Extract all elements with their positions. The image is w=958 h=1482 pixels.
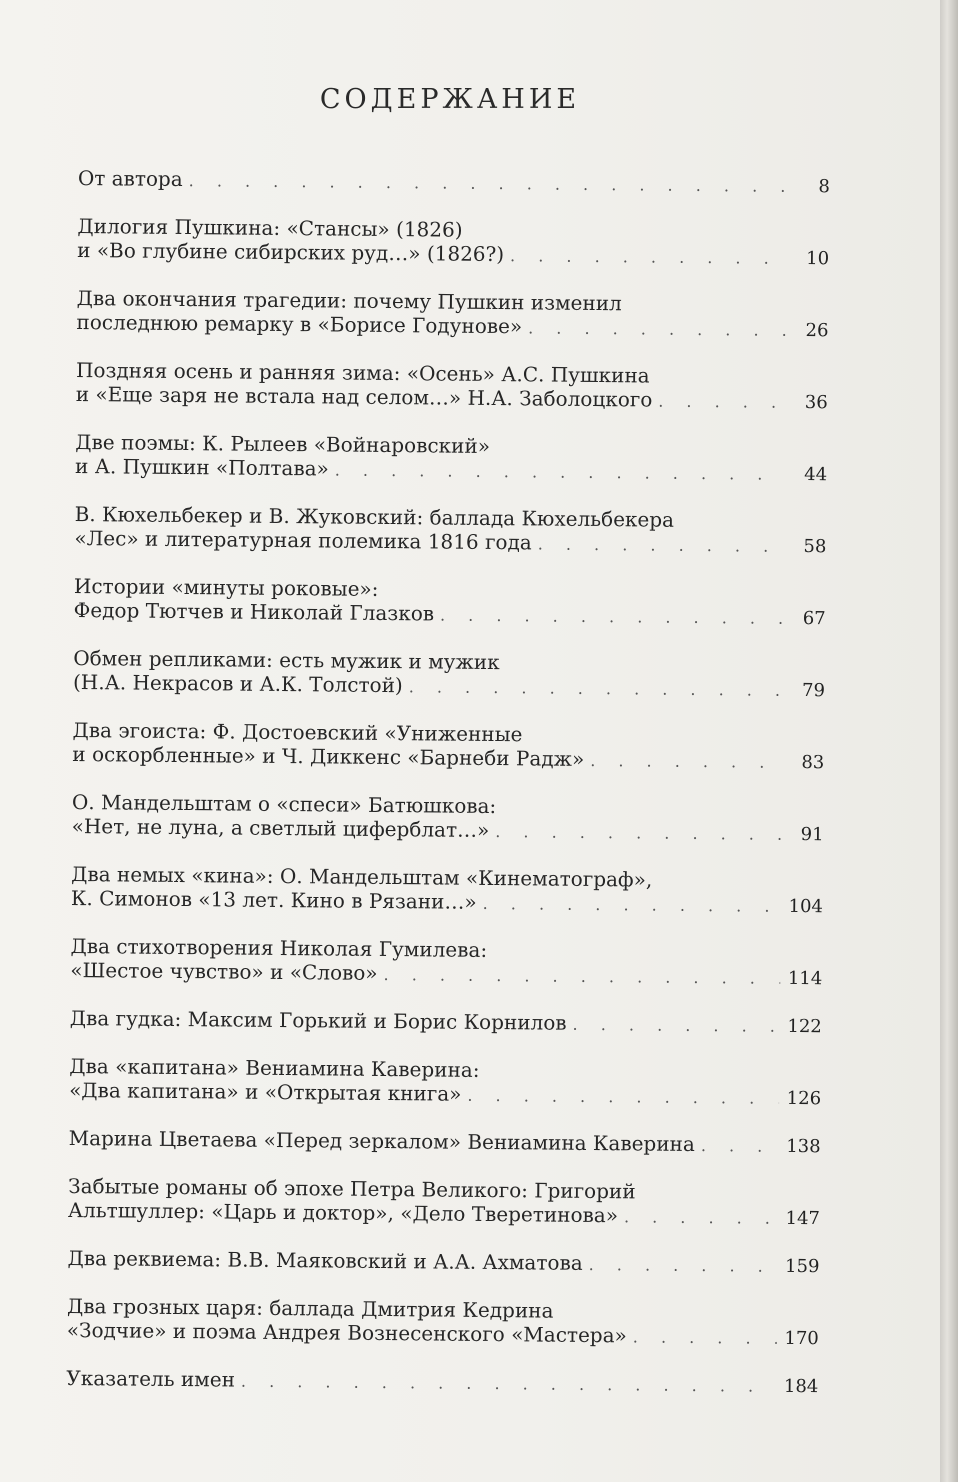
toc-entry-title-line2: Марина Цветаева «Перед зеркалом» Вениамина Каверина xyxy=(68,1125,696,1156)
toc-entry xyxy=(73,646,825,703)
toc-page-number: 104 xyxy=(788,895,824,918)
toc-page-number: 36 xyxy=(804,391,828,414)
toc-entry-title-line1: Два стихотворения Николая Гумилева: xyxy=(70,933,488,962)
toc-page-number: 10 xyxy=(806,247,830,270)
toc-entry-title-line1: Два грозных царя: баллада Дмитрия Кедрина xyxy=(66,1293,554,1323)
toc-entry-title-line1: Два немых «кина»: О. Мандельштам «Кинематограф», xyxy=(71,861,653,892)
toc-page-number: 138 xyxy=(786,1135,821,1158)
dot-leader xyxy=(528,316,787,342)
toc-entry-title-line2: и оскорбленные» и Ч. Диккенс «Барнеби Радж» xyxy=(72,741,585,771)
toc-entry-title-line1: Истории «минуты роковые»: xyxy=(73,573,379,601)
dot-leader xyxy=(589,1253,778,1279)
dot-leader xyxy=(409,675,783,703)
toc-entry-title-line2: Два гудка: Максим Горький и Борис Корнилов xyxy=(69,1005,567,1035)
dot-leader xyxy=(590,749,782,775)
toc-entry xyxy=(70,934,822,991)
toc-entry xyxy=(68,1174,820,1231)
toc-page-number: 79 xyxy=(801,679,826,702)
toc-entry-title-line2: «Зодчие» и поэма Андрея Вознесенского «Мастера» xyxy=(66,1317,627,1348)
toc-entry xyxy=(76,286,828,343)
toc-page-number: 67 xyxy=(802,607,826,630)
toc-entry-title-line2: «Нет, не луна, а светлый циферблат…» xyxy=(71,813,490,842)
toc-entry-title-line2: Два реквиема: В.В. Маяковский и А.А. Ахматова xyxy=(67,1245,583,1275)
toc-page-number: 114 xyxy=(787,967,823,990)
toc-entry xyxy=(66,1366,818,1399)
dot-leader xyxy=(538,532,785,558)
toc-entry-title-line2: Указатель имен xyxy=(66,1365,236,1392)
toc-entry xyxy=(77,214,829,271)
toc-page-number: 8 xyxy=(818,176,830,198)
toc-entry-title-line1: Дилогия Пушкина: «Стансы» (1826) xyxy=(77,213,463,242)
toc-entry-title-line2: «Шестое чувство» и «Слово» xyxy=(70,957,378,985)
dot-leader xyxy=(701,1134,779,1159)
toc-entry xyxy=(74,574,826,631)
toc-entry-title-line2: К. Симонов «13 лет. Кино в Рязани…» xyxy=(70,885,477,914)
toc-entry-title-line1: Две поэмы: К. Рылеев «Войнаровский» xyxy=(75,429,491,458)
toc-page-number: 170 xyxy=(784,1327,819,1350)
toc-entry-title-line2: «Лес» и литературная полемика 1816 года xyxy=(74,525,532,555)
dot-leader xyxy=(495,820,782,847)
toc-entry-title-line1: В. Кюхельбекер и В. Жуковский: баллада Кюхельбекера xyxy=(74,501,675,532)
table-of-contents xyxy=(66,166,830,1421)
dot-leader xyxy=(241,1370,777,1399)
toc-entry-title-line1: Забытые романы об эпохе Петра Великого: Григорий xyxy=(68,1173,636,1204)
toc-entry-title-line2: и «Еще заря не встала над селом…» Н.А. Заболоцкого xyxy=(75,381,653,412)
toc-entry xyxy=(70,1006,822,1039)
dot-leader xyxy=(383,963,780,991)
toc-entry-title-line2: Федор Тютчев и Николай Глазков xyxy=(73,597,435,626)
toc-entry-title-line1: Два эгоиста: Ф. Достоевский «Униженные xyxy=(72,717,523,747)
toc-entry xyxy=(75,430,827,487)
toc-entry-title-line2: последнюю ремарку в «Борисе Годунове» xyxy=(76,309,523,339)
dot-leader xyxy=(189,169,788,199)
toc-page-number: 147 xyxy=(785,1207,821,1230)
toc-entry-title-line2: и «Во глубине сибирских руд…» (1826?) xyxy=(77,237,505,267)
dot-leader xyxy=(510,244,787,271)
toc-entry xyxy=(72,790,824,847)
toc-page-number: 44 xyxy=(804,463,828,486)
toc-entry xyxy=(67,1294,819,1351)
toc-entry xyxy=(74,502,826,559)
toc-entry-title-line2: (Н.А. Некрасов и А.К. Толстой) xyxy=(72,669,403,698)
toc-page-number: 122 xyxy=(787,1015,822,1038)
toc-entry-title-line1: Два окончания трагедии: почему Пушкин изменил xyxy=(76,285,622,316)
toc-entry xyxy=(72,718,824,775)
dot-leader xyxy=(335,458,786,486)
toc-page-number: 91 xyxy=(800,823,824,846)
toc-entry-title-line1: О. Мандельштам о «спеси» Батюшкова: xyxy=(71,789,497,819)
toc-entry-title-line2: От автора xyxy=(77,166,183,192)
toc-entry xyxy=(76,358,828,415)
page-title: СОДЕРЖАНИЕ xyxy=(319,84,581,115)
toc-entry xyxy=(69,1126,821,1159)
dot-leader xyxy=(658,390,786,415)
toc-page-number: 26 xyxy=(805,319,829,342)
dot-leader xyxy=(624,1205,778,1230)
dot-leader xyxy=(467,1084,779,1111)
toc-entry xyxy=(67,1246,819,1279)
toc-page-number: 126 xyxy=(786,1087,822,1110)
toc-entry-title-line1: Обмен репликами: есть мужик и мужик xyxy=(73,645,500,675)
toc-page-number: 83 xyxy=(801,751,825,774)
dot-leader xyxy=(633,1325,777,1350)
toc-page-number: 184 xyxy=(783,1375,819,1398)
page-edge xyxy=(940,0,958,1482)
toc-page-number: 159 xyxy=(785,1255,820,1278)
toc-entry-title-line2: и А. Пушкин «Полтава» xyxy=(75,453,329,481)
toc-entry-title-line1: Два «капитана» Вениамина Каверина: xyxy=(69,1053,480,1082)
toc-entry-title-line2: Альтшуллер: «Царь и доктор», «Дело Тверетинова» xyxy=(67,1197,619,1228)
toc-page-number: 58 xyxy=(803,535,827,558)
toc-entry xyxy=(71,862,823,919)
dot-leader xyxy=(483,892,781,919)
toc-entry xyxy=(69,1054,821,1111)
dot-leader xyxy=(440,603,784,630)
toc-entry-title-line1: Поздняя осень и ранняя зима: «Осень» А.С. Пушкина xyxy=(75,357,650,388)
toc-entry-title-line2: «Два капитана» и «Открытая книга» xyxy=(69,1077,462,1106)
dot-leader xyxy=(572,1013,779,1039)
toc-entry xyxy=(78,166,830,199)
